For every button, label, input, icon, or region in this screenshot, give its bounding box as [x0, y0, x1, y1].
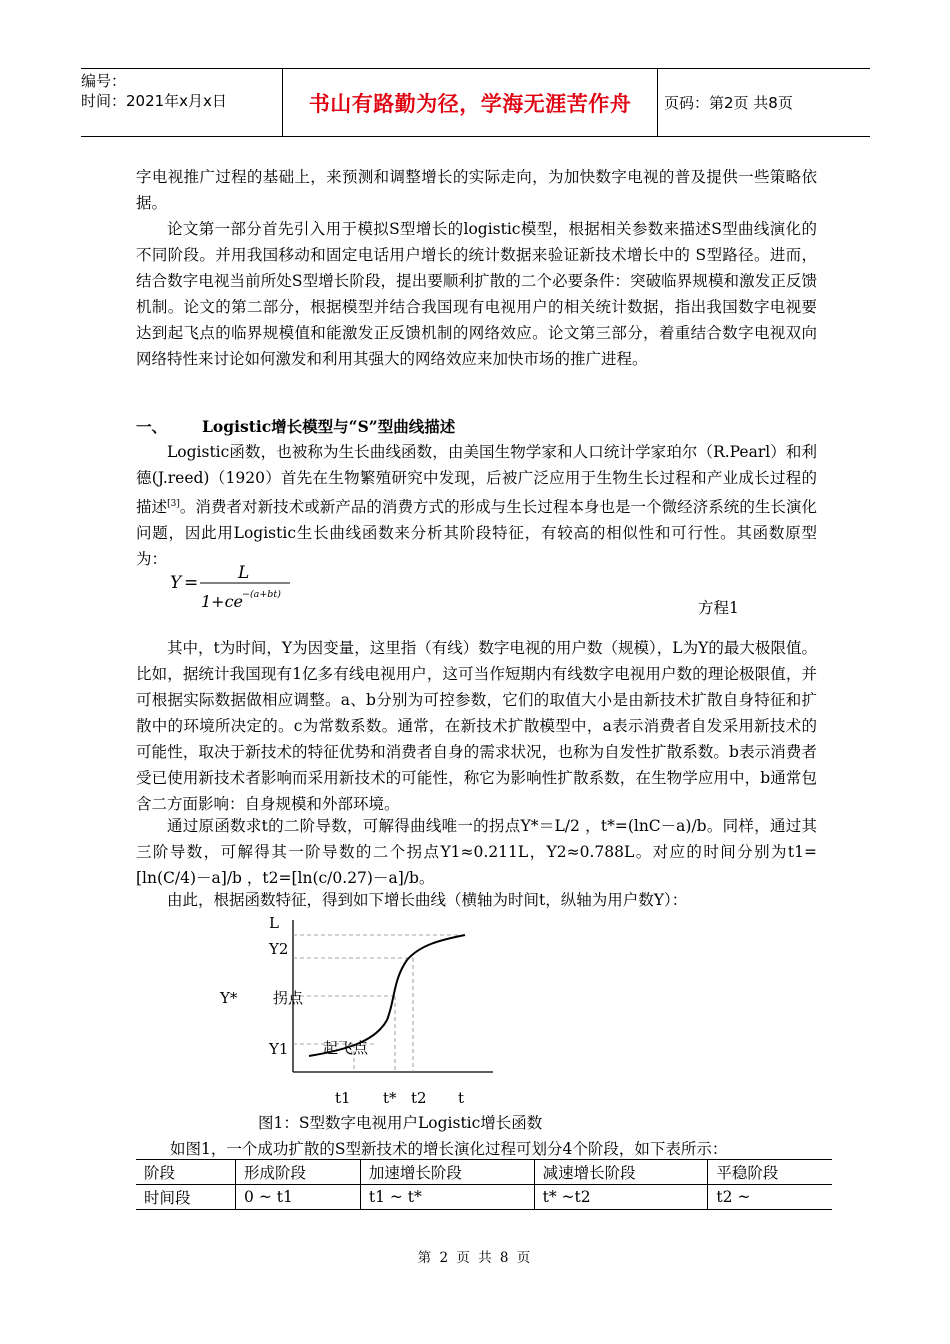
header-page-info: 页码：第2页 共8页: [664, 94, 793, 112]
label-tstar: t*: [383, 1089, 397, 1107]
table-cell: 0 ~ t1: [236, 1185, 361, 1210]
section-heading: [136, 415, 455, 437]
formula-lhs: Y: [170, 573, 182, 593]
paragraph-3: [136, 439, 817, 572]
stage-table: [136, 1159, 832, 1210]
formula-equals: =: [184, 573, 199, 593]
logistic-formula: [168, 561, 308, 621]
s-curve-figure: [215, 910, 515, 1110]
table-cell: t* ~t2: [534, 1185, 708, 1210]
paragraph-2: 论文第一部分首先引入用于模拟S型增长的logistic模型，根据相关参数来描述S型曲线演化的不同阶段。并用我国移动和固定电话用户增长的统计数据来验证新技术增长中的 S型路径。进而，结合数字电视当前所处S型增长阶段，提出要顺利扩散的二个必要条件：突破临界规模和激发正反馈机制。论文的第二部分，根据模型并结合我国现有电视用户的相关统计数据，指出我国数字电视要达到起飞点的临界规模值和能激发正反馈机制的网络效应。论文第三部分，着重结合数字电视双向网络特性来讨论如何激发和利用其强大的网络效应来加快市场的推广进程。: [136, 220, 817, 368]
paragraph-4: 其中，t为时间，Y为因变量，这里指（有线）数字电视的用户数（规模），L为Y的最大极限值。比如，据统计我国现有1亿多有线电视用户，这可当作短期内有线数字电视用户数的理论极限值，并可根据实际数据做相应调整。a、b分别为可控参数，它们的取值大小是由新技术扩散自身特征和扩散中的环境所决定的。c为常数系数。通常，在新技术扩散模型中，a表示消费者自发采用新技术的可能性，取决于新技术的特征优势和消费者自身的需求状况，也称为自发性扩散系数。b表示消费者受已使用新技术者影响而采用新技术的可能性，称它为影响性扩散系数，在生物学应用中，b通常包含二方面影响：自身规模和外部环境。: [136, 639, 817, 813]
formula-denominator: 1+ce: [201, 592, 244, 611]
table-row: [136, 1160, 832, 1185]
page-footer: 第 2 页 共 8 页: [417, 1250, 533, 1266]
label-t: t: [458, 1089, 465, 1107]
label-inflection: 拐点: [273, 989, 304, 1007]
table-cell: 减速增长阶段: [534, 1160, 708, 1185]
label-Y1: Y1: [269, 1040, 289, 1058]
table-cell: t1 ~ t*: [360, 1185, 534, 1210]
label-t2: t2: [411, 1089, 427, 1107]
s-curve: [309, 935, 465, 1056]
table-cell: 阶段: [136, 1160, 236, 1185]
paragraph-5: 通过原函数求t的二阶导数，可解得曲线唯一的拐点Y*＝L/2 ，t*=(lnC－a)/b。同样，通过其三阶导数，可解得其一阶导数的二个拐点Y1≈0.211L，Y2≈0.788L。对应的时间分别为t1=[ln(C/4)－a]/b ，t2=[ln(c/0.27)－a]/b。: [136, 817, 817, 887]
date-label: 时间：2021年x月x日: [81, 92, 227, 110]
table-row: [136, 1185, 832, 1210]
formula-exponent: −(a+bt): [242, 589, 281, 600]
table-cell: t2 ~: [708, 1185, 832, 1210]
paragraph-6: 由此，根据函数特征，得到如下增长曲线（横轴为时间t，纵轴为用户数Y）：: [167, 891, 688, 909]
doc-number-label: 编号：: [81, 72, 127, 90]
formula-numerator: L: [238, 563, 250, 583]
header-left: [81, 69, 281, 136]
header-motto-cell: [282, 69, 658, 136]
section-title: Logistic增长模型与“S”型曲线描述: [202, 417, 456, 436]
label-takeoff: 起飞点: [323, 1039, 369, 1057]
section-number: 一、: [136, 417, 168, 436]
page-header: [81, 68, 870, 137]
table-cell: 时间段: [136, 1185, 236, 1210]
p3-text-a: Logistic函数，也被称为生长曲线函数，由美国生物学家和人口统计学家珀尔（R.Pearl）和利德(J.reed)（1920）首先在生物繁殖研究中发现，后被广泛应用于生物生长过程和产业成长过程的描述: [136, 443, 817, 517]
figure-caption: 图1：S型数字电视用户Logistic增长函数: [258, 1114, 543, 1132]
paragraph-1: 字电视推广过程的基础上，来预测和调整增长的实际走向，为加快数字电视的普及提供一些策略依据。: [136, 168, 817, 212]
label-Y2: Y2: [269, 940, 289, 958]
label-Ystar: Y*: [220, 989, 238, 1007]
label-t1: t1: [335, 1089, 351, 1107]
table-cell: 平稳阶段: [708, 1160, 832, 1185]
table-cell: 形成阶段: [236, 1160, 361, 1185]
p3-text-b: 。消费者对新技术或新产品的消费方式的形成与生长过程本身也是一个微经济系统的生长演化问题，因此用Logistic生长曲线函数来分析其阶段特征，有较高的相似性和可行性。其函数原型为：: [136, 498, 817, 569]
table-cell: 加速增长阶段: [360, 1160, 534, 1185]
header-motto: 书山有路勤为径，学海无涯苦作舟: [308, 91, 632, 116]
equation-label: 方程1: [698, 599, 739, 617]
table-intro: 如图1，一个成功扩散的S型新技术的增长演化过程可划分4个阶段，如下表所示：: [170, 1140, 728, 1158]
citation-ref: [3]: [167, 499, 180, 509]
label-L: L: [269, 914, 279, 932]
